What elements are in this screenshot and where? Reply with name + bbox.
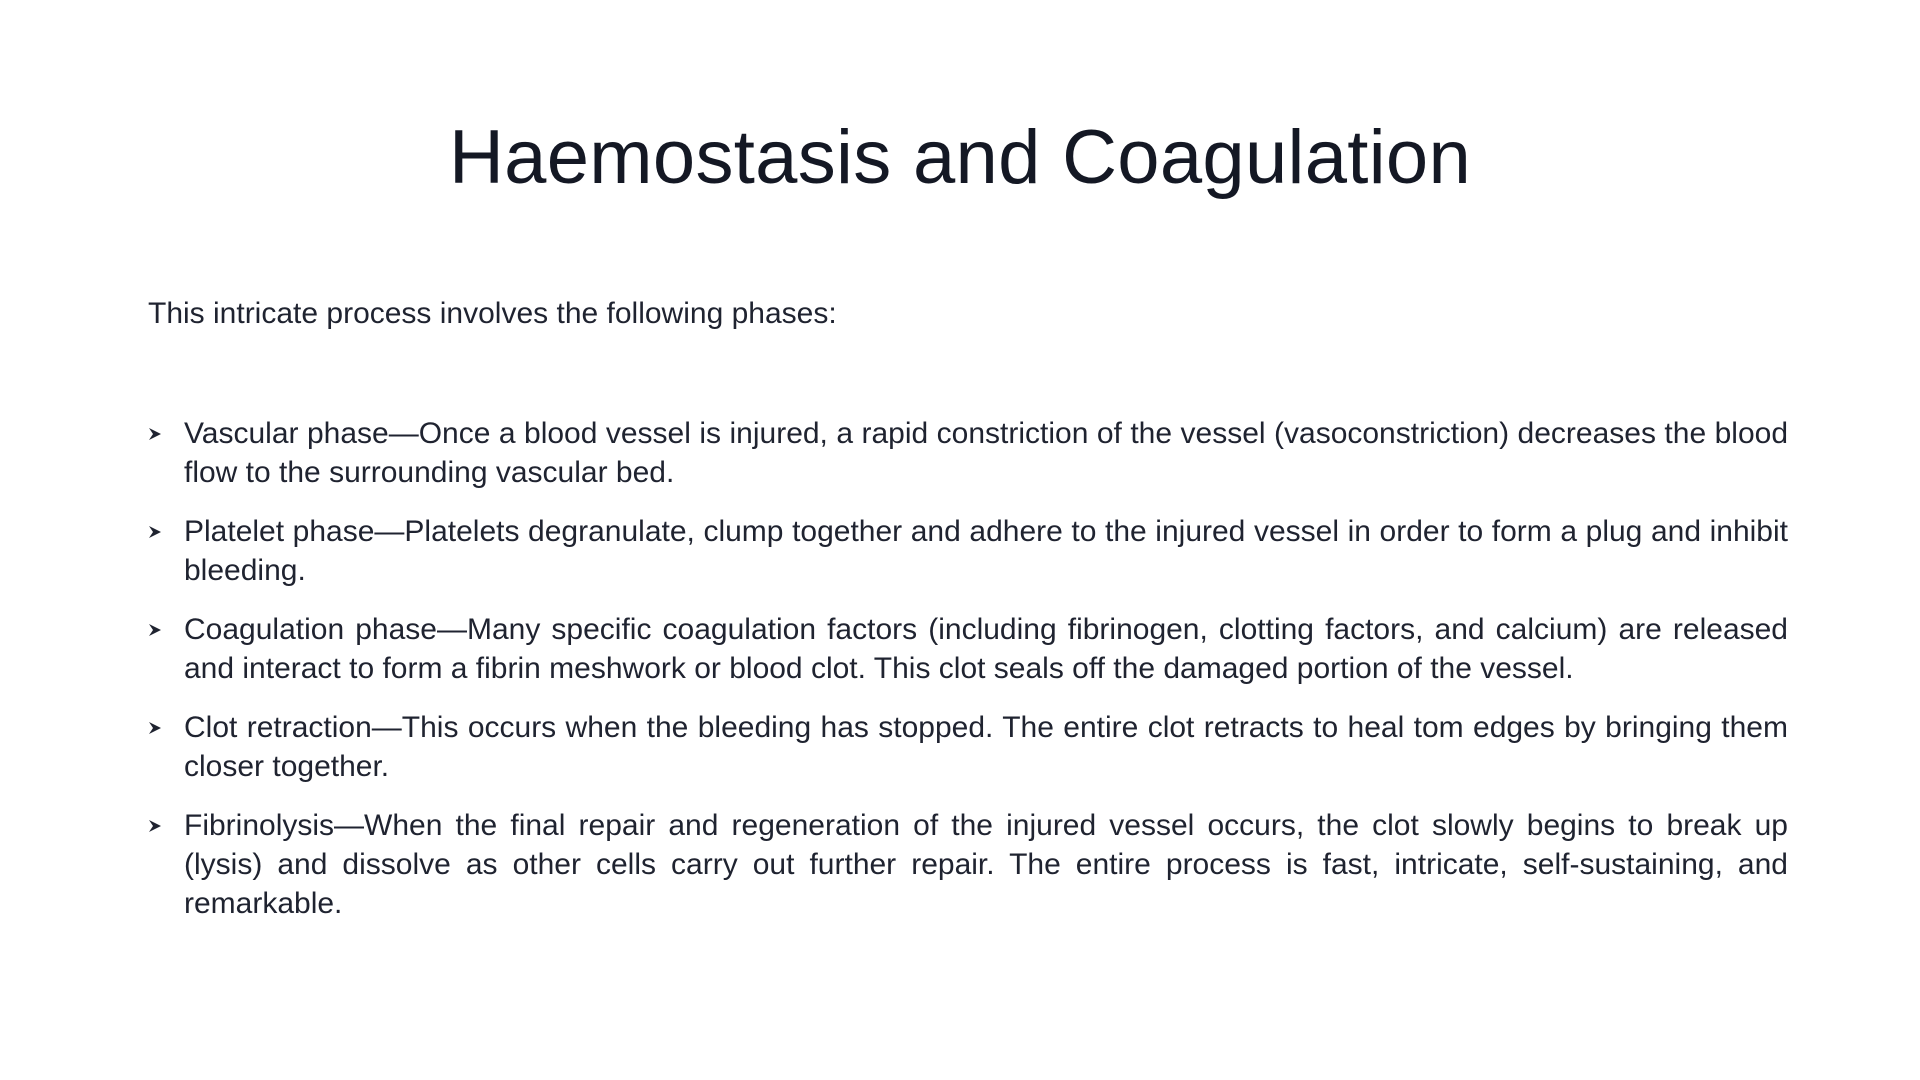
phase-list: [148, 414, 1788, 943]
arrowhead-bullet-icon: [148, 525, 162, 539]
arrowhead-bullet-icon: [148, 721, 162, 735]
list-item: [148, 806, 1788, 923]
phase-text: Vascular phase—Once a blood vessel is injured, a rapid constriction of the vessel (vasoconstriction) decreases the blood flow to the surrounding vascular bed.: [184, 417, 1788, 489]
slide-title: Haemostasis and Coagulation: [448, 115, 1472, 200]
list-item: [148, 512, 1788, 590]
list-item: [148, 414, 1788, 492]
list-item: [148, 610, 1788, 688]
phase-text: Coagulation phase—Many specific coagulation factors (including fibrinogen, clotting factors, and calcium) are released and interact to form a fibrin meshwork or blood clot. This clot seals off the damaged portion of the vessel.: [184, 613, 1788, 685]
arrowhead-bullet-icon: [148, 427, 162, 441]
arrowhead-bullet-icon: [148, 623, 162, 637]
list-item: [148, 708, 1788, 786]
phase-text: Fibrinolysis—When the final repair and regeneration of the injured vessel occurs, the clot slowly begins to break up (lysis) and dissolve as other cells carry out further repair. The entire process is fast, intricate, self-sustaining, and remarkable.: [184, 809, 1788, 920]
phase-text: Platelet phase—Platelets degranulate, clump together and adhere to the injured vessel in order to form a plug and inhibit bleeding.: [184, 515, 1788, 587]
intro-text: This intricate process involves the following phases:: [148, 297, 837, 330]
phase-text: Clot retraction—This occurs when the bleeding has stopped. The entire clot retracts to heal tom edges by bringing them closer together.: [184, 711, 1788, 783]
arrowhead-bullet-icon: [148, 819, 162, 833]
